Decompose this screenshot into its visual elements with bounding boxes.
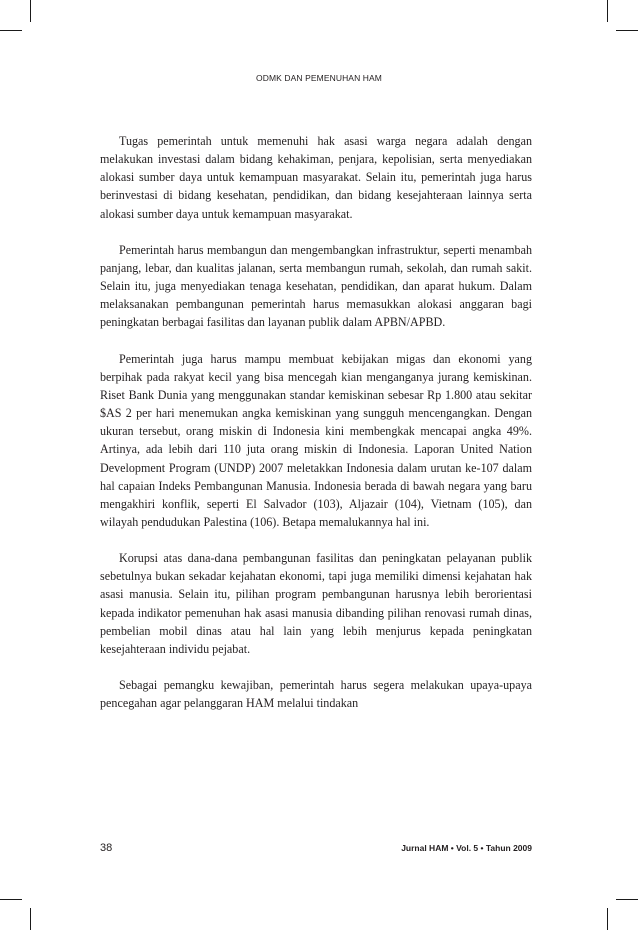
crop-mark <box>607 0 608 22</box>
page-number: 38 <box>100 842 113 854</box>
body-text <box>100 132 532 712</box>
paragraph: Pemerintah harus membangun dan mengembangkan infrastruktur, seperti menambah panjang, lebar, dan kualitas jalanan, serta membangun rumah, sekolah, dan rumah sakit. Selain itu, juga menyediakan tenaga kesehatan, pendidikan, dan aparat hukum. Dalam melaksanakan pembangunan pemerintah harus memasukkan alokasi anggaran bagi peningkatan berbagai fasilitas dan layanan publik dalam APBN/APBD. <box>100 242 532 330</box>
journal-footer: Jurnal HAM • Vol. 5 • Tahun 2009 <box>401 843 532 853</box>
running-head: ODMK DAN PEMENUHAN HAM <box>256 73 382 83</box>
paragraph: Pemerintah juga harus mampu membuat kebijakan migas dan ekonomi yang berpihak pada rakyat kecil yang bisa mencegah kian menganganya jurang kemiskinan. Riset Bank Dunia yang menggunakan standar kemiskinan sebesar Rp 1.800 atau sekitar $AS 2 per hari menemukan angka kemiskinan yang sungguh mencengangkan. Dengan ukuran tersebut, orang miskin di Indonesia kini membengkak mencapai angka 49%. Artinya, ada lebih dari 110 juta orang miskin di Indonesia. Laporan United Nation Development Program (UNDP) 2007 meletakkan Indonesia dalam urutan ke-107 dalam hal capaian Indeks Pembangunan Manusia. Indonesia berada di bawah negara yang baru mengakhiri konflik, seperti El Salvador (103), Aljazair (104), Vietnam (105), dan wilayah pendudukan Palestina (106). Betapa memalukannya hal ini. <box>100 351 532 529</box>
crop-mark <box>0 30 22 31</box>
paragraph: Korupsi atas dana-dana pembangunan fasilitas dan peningkatan pelayanan publik sebetulnya bukan sekadar kejahatan ekonomi, tapi juga memiliki dimensi kejahatan hak asasi manusia. Selain itu, pilihan program pembangunan harusnya lebih berorientasi kepada indikator pemenuhan hak asasi manusia dibanding pilihan renovasi rumah dinas, pembelian mobil dinas atau hal lain yang lebih menjurus kepada peningkatan kesejahteraan individu pejabat. <box>100 551 532 656</box>
paragraph: Tugas pemerintah untuk memenuhi hak asasi warga negara adalah dengan melakukan investasi dalam bidang kehakiman, penjara, kepolisian, serta menyediakan alokasi sumber daya untuk kemampuan masyarakat. Selain itu, pemerintah juga harus berinvestasi di bidang kesehatan, pendidikan, dan bidang kesejahteraan lainnya serta alokasi sumber daya untuk kemampuan masyarakat. <box>100 134 532 221</box>
crop-mark <box>30 0 31 22</box>
crop-mark <box>616 899 638 900</box>
paragraph: Sebagai pemangku kewajiban, pemerintah harus segera melakukan upaya-upaya pencegahan agar pelanggaran HAM melalui tindakan <box>100 678 532 711</box>
crop-mark <box>0 899 22 900</box>
crop-mark <box>616 30 638 31</box>
crop-mark <box>30 908 31 930</box>
crop-mark <box>607 908 608 930</box>
